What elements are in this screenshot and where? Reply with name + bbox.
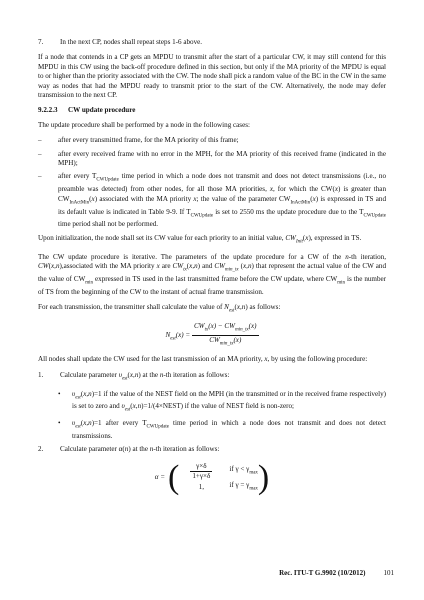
dash-marker: – (38, 172, 42, 181)
paragraph-contend: If a node that contends in a CP gets an MPDU to transmit after the start of a particular CW, it may still contend for this MPDU in this CW using the back-off procedure defined in this section, but only if the MA priority of the MPDU is equal to or higher than the priority associated with the CW. The node shall pick a random value of the BC in the CW in the same way as nodes that had the MPDU ready to transmit prior to the start of the CW. Alternatively, the node may defer transmission to the next CP. (38, 53, 386, 100)
formula-alpha (38, 458, 386, 496)
formula-fraction (192, 322, 259, 349)
step-7 (38, 38, 386, 47)
bullet-item (58, 390, 386, 416)
step-text: In the next CP, nodes shall repeat steps 1-6 above. (60, 38, 203, 46)
paragraph-iterative: The CW update procedure is iterative. The parameters of the update procedure for a CW of the n-th iteration, CW(x,n),associated with the MA priority x are $CW_{tx}(x,n)$ and $CW_{min\_tx}$ (x,n) that represent the actual value of the CW and the value of $CW_{min}$ expressed in TS used in the last transmitted frame before the CW update, where $CW_{min}$ is the number of TS from the beginning of the CW to the instant of actual frame transmission. (38, 252, 387, 296)
list-item (38, 172, 386, 229)
list-item-text: after every transmitted frame, for the MA priority of this frame; (58, 136, 239, 145)
page-number: 101 (383, 569, 394, 577)
dash-marker: – (38, 149, 42, 158)
bullet-text: $\upsilon_{est}(x,n)=1$ after every $T_{CWUpdate}$ time period in which a node does not transmit and does not detect transmissions. (72, 419, 386, 441)
case-row-1 (179, 462, 258, 482)
left-brace: ( (168, 458, 180, 496)
formula-cases (179, 462, 258, 495)
formula-lhs: $N_{est}(x)$ = (165, 330, 191, 342)
step-number: 1. (38, 370, 44, 379)
bullet-item (58, 419, 386, 441)
procedure-step-2 (38, 445, 386, 454)
paragraph-init: Upon initialization, the node shall set its CW value for each priority to an initial value, $CW_{Init}(x)$, expressed in TS. (38, 233, 362, 245)
formula-nest (38, 322, 386, 349)
section-title: CW update procedure (68, 106, 136, 115)
step-text: Calculate parameter α(n) at the n-th iteration as follows: (60, 445, 220, 454)
step-text: Calculate parameter $\upsilon_{est}(x,n)$ at the n-th iteration as follows: (60, 370, 230, 382)
case-row-2 (179, 481, 258, 494)
bullet-text: $\upsilon_{est}(x,n)=1$ if the value of the NEST field on the MPH (in the transmitted or in the received frame respectively) is set to zero and $\upsilon_{est}(x,n)=1/(4\times NEST)$ if the value of NEST field is non-zero; (72, 389, 386, 413)
paragraph-update-intro: The update procedure shall be performed by a node in the following cases: (38, 120, 250, 129)
list-item-text: after every $T_{CWUpdate}$ time period in which a node does not transmit and does not detect transmissions (i.e., no preamble was detected) from other nodes, for all those MA priorities, x, for which the CW(x) is greater than $CW_{InActMin}(x)$ associated with the MA priority x; the value of the parameter $CW_{InActMin}(x)$ is expressed in TS and its default value is indicated in Table 9-9. If $T_{CWUpdate}$ is set to 2550 ms the update procedure due to the $T_{CWUpdate}$ time period shall not be performed. (58, 172, 386, 229)
case-fraction (190, 462, 212, 482)
procedure-step-1 (38, 371, 386, 384)
step-number: 2. (38, 445, 44, 454)
formula-denominator: $CW_{min\_tx}(x)$ (209, 335, 242, 346)
update-cases-list (38, 136, 386, 229)
case-value: 1, (198, 483, 205, 492)
step-number: 7. (38, 38, 44, 46)
bullet-marker: • (58, 389, 61, 398)
section-number: 9.2.2.3 (38, 106, 58, 115)
dash-marker: – (38, 136, 42, 145)
formula-numerator: $CW_{tx}(x) - CW_{min\_tx}(x)$ (192, 322, 259, 336)
section-heading (38, 106, 386, 115)
bullet-marker: • (58, 419, 61, 428)
page-footer (38, 569, 394, 578)
case-denominator: 1+γ×δ (192, 471, 211, 480)
formula-lhs: α = (154, 473, 166, 482)
case-condition: if $\gamma = \gamma_{max}$ (229, 481, 258, 492)
right-brace: ) (257, 458, 270, 496)
case-condition: if $\gamma < \gamma_{max}$ (229, 465, 258, 476)
paragraph-all-nodes: All nodes shall update the CW used for the last transmission of an MA priority, x, by using the following procedure: (38, 355, 368, 364)
footer-reference: Rec. ITU-T G.9902 (10/2012) (279, 569, 366, 577)
paragraph-nest-intro: For each transmission, the transmitter shall calculate the value of $N_{est}(x,n)$ as follows: (38, 302, 281, 314)
case-numerator: γ×δ (190, 462, 212, 472)
list-item (38, 136, 386, 145)
list-item (38, 150, 386, 169)
list-item-text: after every received frame with no error in the MPH, for the MA priority of this received frame (indicated in the MPH); (58, 149, 386, 168)
